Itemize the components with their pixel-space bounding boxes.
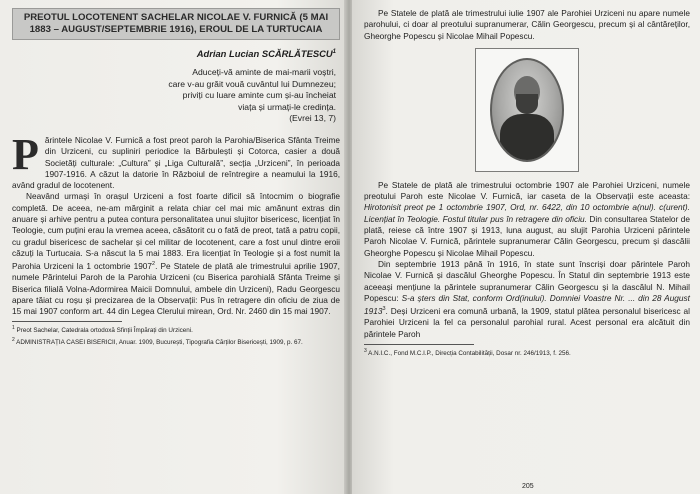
portrait-photo bbox=[475, 48, 579, 172]
right-page bbox=[352, 0, 700, 494]
footnote: $^2$ ADMINISTRAȚIA CASEI BISERICII, Anuar. 1909, București, Tipografia Cărților Bisericești, 1909, p. 67. bbox=[12, 336, 303, 346]
article-title: PREOTUL LOCOTENENT SACHELAR NICOLAE V. FURNICĂ (5 MAI 1883 – AUGUST/SEPTEMBRIE 1916), EROUL DE LA TURTUCAIA bbox=[12, 8, 340, 40]
epigraph-line: care v-au grăit vouă cuvântul lui Dumnezeu; bbox=[168, 78, 336, 89]
paragraph-intro: Părintele Nicolae V. Furnică a fost preot paroh la Parohia/Biserica Sfânta Treime din Urziceni, cu supliniri periodice la Bărbulești și Cotorca, casier a două Societăți culturale: „Cultura” și „Liga Culturală”, secția „Urziceni”, în perioada 1907-1916. A căzut la datorie în Războiul de reîntregire a neamului la 1916, având gradul de locotenent. bbox=[12, 129, 340, 191]
epigraph-line: priviți cu luare aminte cum și-au încheiat bbox=[182, 90, 336, 101]
page-number: 205 bbox=[522, 483, 534, 490]
footnote: $^3$ A.N.I.C., Fond M.C.I.P., Direcția Contabilității, Dosar nr. 246/1913, f. 256. bbox=[364, 347, 571, 357]
footnote-separator bbox=[364, 344, 474, 345]
paragraph-july-1907: Pe Statele de plată ale trimestrului iulie 1907 ale Parohiei Urziceni nu apare numele parohului, ci doar al preotului supranumerar, Călin Georgescu, precum și al cântăreților, Gheorghe Popescu și Nicolae Mihail Popescu. bbox=[364, 8, 690, 41]
paragraph-biography: Neavând urmași în orașul Urziceni a fost foarte dificil să întocmim o biografie completă. De aceea, ne-am mărginit a relata chiar cel mai mic amănunt extras din anuare și arhive pentru a putea contura personalitatea unui slujitor bisericesc, licențiat în Teologie, cum puțini erau la vremea aceea, căsătorit cu o fată de preot, tată a patru copii, cu gradul bisericesc de sachelar și cel militar de locotenent, care a fost unul dintre eroii căzuți la Turtucaia. S-a născut la 5 mai 1883. Era licențiat în Teologie și a fost numit la Parohia Urziceni la 1 octombrie 1907$^2$. Pe Statele de plată ale trimestrului aprilie 1907, numele Părintelui Paroh de la Parohia Urziceni (cu Biserica parohială Sfânta Treime și Biserica filială Volna-Adormirea Maicii Domnului, ambele din Urziceni), Radu Georgescu apare tăiat cu roșu și precizarea de la Observații: Pus în retragere din oficiu de ziua de 15 mai 1907 conform art. 44 din Legea Clerului mirean, Ord. Nr. 2460 din 15 mai 1907. bbox=[12, 191, 340, 317]
footnote-separator bbox=[12, 321, 122, 322]
epigraph bbox=[12, 67, 336, 125]
paragraph-september-1913: Din septembrie 1913 până în 1916, în state sunt înscriși doar părintele Paroh Nicolae V. Furnică și dascălul Gheorghe Popescu. În Statul din septembrie 1913 este aceeași mențiune la părintele supranumerar Călin Georgescu și la dascălul N. Mihail Popescu: S-a șters din Stat, conform Ord(inului). Domniei Voastre Nr. ... din 28 August 1913$^3$. Deși Urziceni era comună urbană, la 1909, statul plătea personalul bisericesc al Parohiei Urziceni la fel ca personalul parohial rural. Acest personal era alcătuit din părintele Paroh bbox=[364, 258, 690, 339]
article-author: Adrian Lucian SCĂRLĂTESCU$^1$ bbox=[196, 48, 336, 59]
drop-cap: P bbox=[12, 129, 39, 179]
footnote: $^1$ Preot Sachelar, Catedrala ortodoxă Sfinții Împărați din Urziceni. bbox=[12, 325, 193, 335]
epigraph-line: Aduceți-vă aminte de mai-marii voștri, bbox=[192, 67, 336, 77]
paragraph-october-1907: Pe Statele de plată ale trimestrului octombrie 1907 ale Parohiei Urziceni, numele preotului Paroh este Nicolae V. Furnică, iar caseta de la Observații este aceasta: Hirotonisit preot pe 1 octombrie 1907, Ord, nr. 6422, din 10 octombrie a(nul). c(urent). Licențiat în Teologie. Fostul titular pus în retragere din oficiu. Din consultarea Statelor de plată, reiese că între 1907 și 1913, luna august, au slujit Parohia Urziceni părintele Paroh Nicolae V. Furnică, părintele supranumerar Călin Georgescu, precum și dascălii Gheorghe Popescu și Nicolae Mihail Popescu. bbox=[364, 179, 690, 258]
epigraph-source: (Evrei 13, 7) bbox=[289, 113, 336, 124]
epigraph-line: viața și urmați-le credința. bbox=[238, 101, 336, 112]
left-page bbox=[0, 0, 346, 494]
portrait-oval bbox=[490, 58, 564, 162]
